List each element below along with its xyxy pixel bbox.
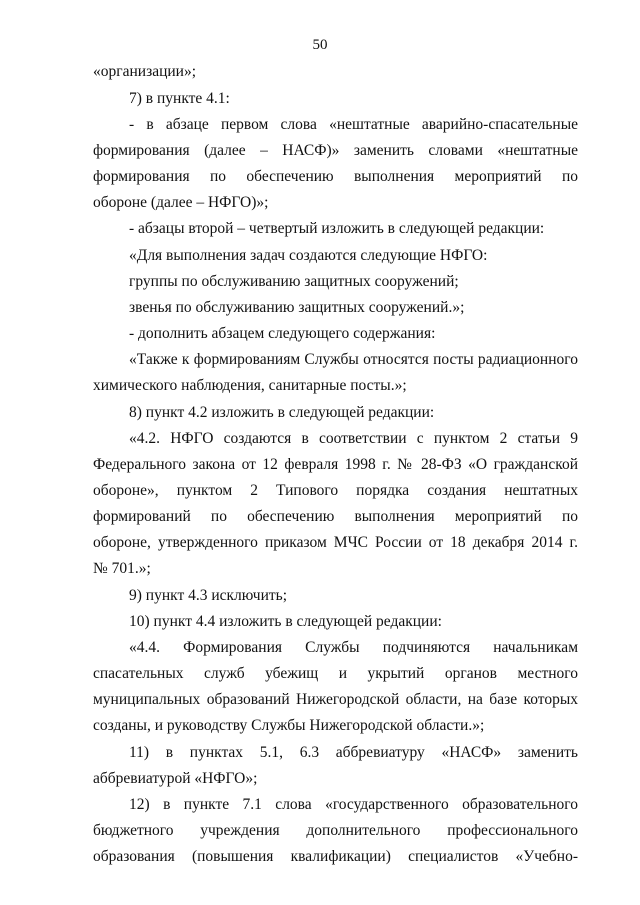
text-line: формирований по обеспечению выполнения мероприятий по bbox=[93, 508, 578, 525]
text-line: муниципальных образований Нижегородской области, на базе которых bbox=[93, 691, 578, 708]
text-line: - дополнить абзацем следующего содержания: bbox=[129, 325, 436, 342]
text-line: группы по обслуживанию защитных сооружений; bbox=[129, 273, 459, 290]
text-line: № 701.»; bbox=[93, 560, 151, 577]
text-line: - абзацы второй – четвертый изложить в следующей редакции: bbox=[129, 220, 545, 237]
text-line: «Для выполнения задач создаются следующие НФГО: bbox=[129, 247, 488, 264]
text-line: формирования по обеспечению выполнения мероприятий по bbox=[93, 168, 578, 185]
text-line: 11) в пунктах 5.1, 6.3 аббревиатуру «НАСФ» заменить bbox=[129, 744, 578, 761]
text-line: спасательных служб убежищ и укрытий органов местного bbox=[93, 665, 578, 682]
text-line: образования (повышения квалификации) специалистов «Учебно- bbox=[93, 848, 578, 865]
text-line: аббревиатурой «НФГО»; bbox=[93, 770, 258, 787]
text-line: 7) в пункте 4.1: bbox=[129, 90, 230, 107]
text-line: «4.2. НФГО создаются в соответствии с пунктом 2 статьи 9 bbox=[129, 430, 578, 447]
text-line: химического наблюдения, санитарные посты.»; bbox=[93, 377, 407, 394]
text-line: обороне, утвержденного приказом МЧС России от 18 декабря 2014 г. bbox=[93, 534, 578, 551]
text-line: Федерального закона от 12 февраля 1998 г. № 28-ФЗ «О гражданской bbox=[93, 456, 578, 473]
text-line: звенья по обслуживанию защитных сооружений.»; bbox=[129, 299, 465, 316]
text-line: - в абзаце первом слова «нештатные аварийно-спасательные bbox=[129, 116, 578, 133]
text-line: «4.4. Формирования Службы подчиняются начальникам bbox=[129, 639, 578, 656]
text-line: «Также к формированиям Службы относятся посты радиационного bbox=[129, 351, 578, 368]
text-line: формирования (далее – НАСФ)» заменить словами «нештатные bbox=[93, 142, 578, 159]
text-line: 9) пункт 4.3 исключить; bbox=[129, 587, 288, 604]
text-line: созданы, и руководству Службы Нижегородской области.»; bbox=[93, 717, 485, 734]
text-line: обороне», пунктом 2 Типового порядка создания нештатных bbox=[93, 482, 578, 499]
text-line: обороне (далее – НФГО)»; bbox=[93, 194, 269, 211]
text-line: 8) пункт 4.2 изложить в следующей редакции: bbox=[129, 404, 435, 421]
page-number: 50 bbox=[312, 37, 328, 53]
text-line: бюджетного учреждения дополнительного профессионального bbox=[93, 822, 578, 839]
text-line: 10) пункт 4.4 изложить в следующей редакции: bbox=[129, 613, 442, 630]
text-line: «организации»; bbox=[93, 63, 197, 80]
text-line: 12) в пункте 7.1 слова «государственного образовательного bbox=[129, 796, 578, 813]
